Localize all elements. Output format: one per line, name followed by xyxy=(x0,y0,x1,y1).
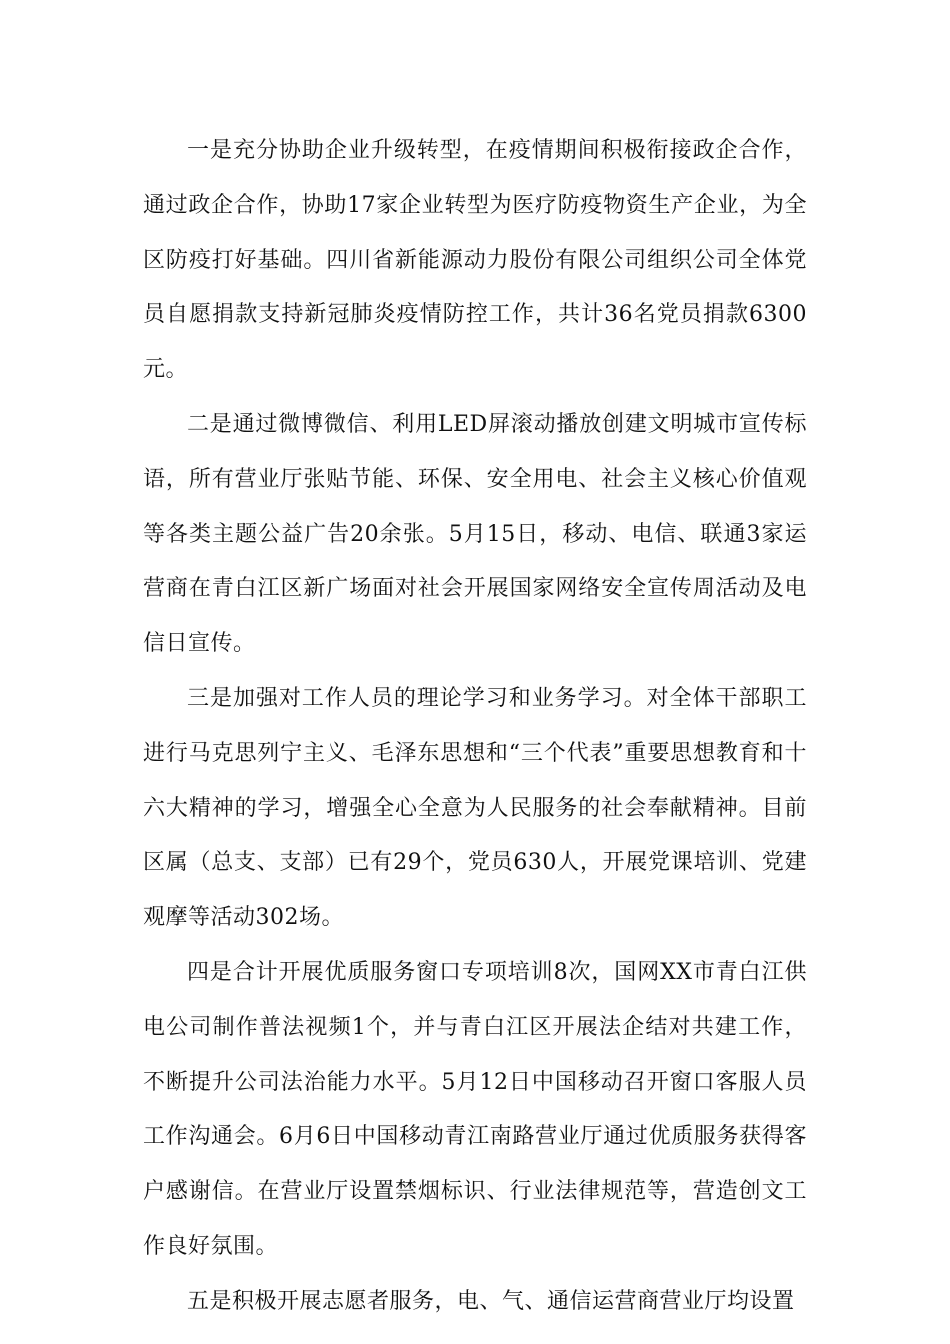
paragraph-3: 三是加强对工作人员的理论学习和业务学习。对全体干部职工进行马克思列宁主义、毛泽东思想和“三个代表”重要思想教育和十六大精神的学习，增强全心全意为人民服务的社会奉献精神。目前区属（总支、支部）已有29个，党员630人，开展党课培训、党建观摩等活动302场。 xyxy=(143,685,807,931)
document-body xyxy=(143,124,807,1330)
paragraph-1: 一是充分协助企业升级转型，在疫情期间积极衔接政企合作，通过政企合作，协助17家企业转型为医疗防疫物资生产企业，为全区防疫打好基础。四川省新能源动力股份有限公司组织公司全体党员自愿捐款支持新冠肺炎疫情防控工作，共计36名党员捐款6300元。 xyxy=(143,138,807,383)
paragraph-4: 四是合计开展优质服务窗口专项培训8次，国网XX市青白江供电公司制作普法视频1个，并与青白江区开展法企结对共建工作，不断提升公司法治能力水平。5月12日中国移动召开窗口客服人员工作沟通会。6月6日中国移动青江南路营业厅通过优质服务获得客户感谢信。在营业厅设置禁烟标识、行业法律规范等，营造创文工作良好氛围。 xyxy=(143,959,807,1259)
paragraph-2: 二是通过微博微信、利用LED屏滚动播放创建文明城市宣传标语，所有营业厅张贴节能、环保、安全用电、社会主义核心价值观等各类主题公益广告20余张。5月15日，移动、电信、联通3家运营商在青白江区新广场面对社会开展国家网络安全宣传周活动及电信日宣传。 xyxy=(143,411,807,657)
paragraph-5: 五是积极开展志愿者服务，电、气、通信运营商营业厅均设置 xyxy=(187,1288,795,1314)
